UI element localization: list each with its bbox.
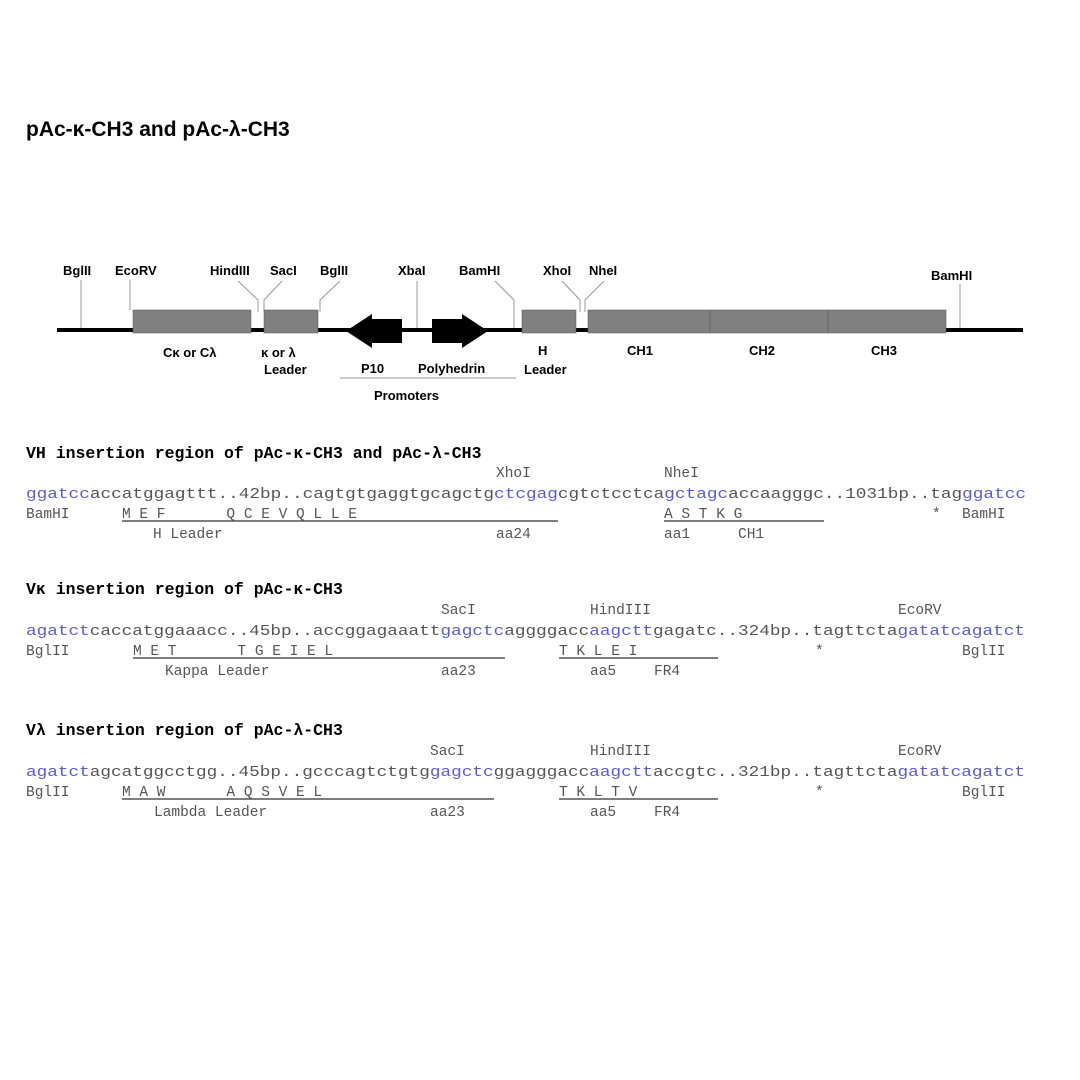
vl-aa-fr4: T K L T V — [559, 785, 638, 801]
plasmid-map — [57, 263, 1023, 403]
vk-label-aa5: aa5 — [590, 664, 617, 680]
ch2-block — [710, 310, 828, 333]
vh-label-h-leader: H Leader — [153, 527, 223, 543]
vh-seq-bamhi-right: ggatcc — [962, 487, 1015, 503]
vh-site-nhei: NheI — [664, 466, 699, 482]
vl-left-site: BglII — [26, 785, 70, 801]
vh-heading: VH insertion region of pAc-κ-CH3 and pAc-λ-CH3 — [26, 444, 482, 463]
vk-label-kappa-leader: Kappa Leader — [165, 664, 270, 680]
ch2-label: CH2 — [749, 343, 776, 358]
polyhedrin-arrow — [432, 314, 488, 348]
vk-seq-hindiii: aagctt — [589, 624, 642, 640]
constant-block — [133, 310, 251, 333]
vh-sequence — [26, 487, 1026, 503]
vk-seq-segment-1: caccatggaaacc..45bp..accggagaaatt — [89, 624, 377, 640]
vl-label-lambda-leader: Lambda Leader — [154, 805, 268, 821]
constant-label: Cκ or Cλ — [163, 345, 217, 360]
vl-site-ecorv: EcoRV — [898, 744, 942, 760]
vk-site-ecorv: EcoRV — [898, 603, 942, 619]
vh-seq-segment-3: accaagggc..1031bp..tag — [728, 487, 920, 503]
vh-label-aa1: aa1 — [664, 527, 691, 543]
vl-seq-segment-1: agcatggcctgg..45bp..gcccagtctgtg — [89, 765, 369, 781]
vk-site-saci: SacI — [441, 603, 476, 619]
vl-label-aa5: aa5 — [590, 805, 617, 821]
vh-aa-leader: M E F Q C E V Q L L E — [122, 507, 357, 523]
vh-seq-segment-1: accatggagttt..42bp..cagtgtgaggtgcagctg — [89, 487, 421, 503]
vk-heading: Vκ insertion region of pAc-κ-CH3 — [26, 580, 343, 599]
vk-seq-bglii-right: agatct — [961, 624, 1014, 640]
vh-site-xhoi: XhoI — [496, 466, 531, 482]
vh-right-site: BamHI — [962, 507, 1006, 523]
vh-seq-bamhi-left: ggatcc — [26, 487, 79, 503]
vk-aa-leader: M E T T G E I E L — [133, 644, 334, 660]
site-label-bamhi-2: BamHI — [931, 268, 973, 283]
vl-seq-hindiii: aagctt — [589, 765, 642, 781]
vk-seq-bglii-left: agatct — [26, 624, 79, 640]
vk-aa-fr4: T K L E I — [559, 644, 638, 660]
vl-heading: Vλ insertion region of pAc-λ-CH3 — [26, 721, 343, 740]
promoters-label: Promoters — [374, 388, 440, 403]
vh-label-ch1: CH1 — [738, 527, 765, 543]
vk-seq-ecorv: gatatc — [897, 624, 950, 640]
vl-seq-bglii-left: agatct — [26, 765, 79, 781]
vk-seq-segment-3: gagatc..324bp..tagttcta — [653, 624, 854, 640]
h-leader-label-bottom: Leader — [524, 362, 567, 377]
site-label-saci: SacI — [270, 263, 297, 278]
vl-seq-ecorv: gatatc — [897, 765, 950, 781]
vl-seq-saci: gagctc — [429, 765, 483, 781]
vl-seq-segment-3: accgtc..321bp..tagttcta — [653, 765, 854, 781]
p10-arrow — [346, 314, 402, 348]
ch3-block — [828, 310, 946, 333]
vh-section — [26, 444, 1026, 543]
ch3-label: CH3 — [871, 343, 898, 358]
site-label-ecorv: EcoRV — [115, 263, 157, 278]
site-label-xhoi: XhoI — [543, 263, 572, 278]
vl-label-fr4: FR4 — [654, 805, 681, 821]
site-label-bglii-1: BglII — [63, 263, 92, 278]
vh-label-aa24: aa24 — [496, 527, 531, 543]
site-label-bglii-2: BglII — [320, 263, 349, 278]
vk-left-site: BglII — [26, 644, 70, 660]
vh-stop: * — [932, 507, 941, 523]
figure-title: pAc-κ-CH3 and pAc-λ-CH3 — [26, 118, 290, 141]
vk-label-fr4: FR4 — [654, 664, 681, 680]
site-label-hindiii: HindIII — [210, 263, 250, 278]
h-leader-label-top: H — [538, 343, 548, 358]
vl-seq-segment-2: ggagggacc — [493, 765, 572, 781]
ch1-block — [588, 310, 710, 333]
vl-site-hindiii: HindIII — [590, 744, 651, 760]
light-leader-label-top: κ or λ — [261, 345, 296, 360]
vl-aa-leader: M A W A Q S V E L — [122, 785, 323, 801]
vk-section — [26, 580, 1025, 680]
vk-right-site: BglII — [962, 644, 1006, 660]
p10-label: P10 — [361, 361, 385, 376]
vl-stop: * — [815, 785, 824, 801]
vk-stop: * — [815, 644, 824, 660]
vk-label-aa23: aa23 — [441, 664, 476, 680]
vh-seq-segment-2: cgtctcctca — [557, 487, 645, 503]
light-leader-label-bottom: Leader — [264, 362, 307, 377]
vl-seq-bglii-right: agatct — [961, 765, 1014, 781]
light-leader-block — [264, 310, 318, 333]
vl-right-site: BglII — [962, 785, 1006, 801]
vl-label-aa23: aa23 — [430, 805, 465, 821]
ch1-label: CH1 — [627, 343, 654, 358]
h-leader-block — [522, 310, 576, 333]
vk-sequence — [26, 624, 1025, 640]
vl-sequence — [26, 765, 1025, 781]
vl-site-saci: SacI — [430, 744, 465, 760]
vh-seq-xhoi: ctcgag — [494, 487, 547, 503]
vk-seq-segment-2: aggggacc — [504, 624, 574, 640]
vh-left-site: BamHI — [26, 507, 70, 523]
vh-seq-nhei: gctagc — [664, 487, 717, 503]
polyhedrin-label: Polyhedrin — [418, 361, 486, 376]
vh-aa-ch1: A S T K G — [664, 507, 743, 523]
vk-site-hindiii: HindIII — [590, 603, 651, 619]
vl-section — [26, 721, 1025, 821]
site-label-bamhi-1: BamHI — [459, 263, 501, 278]
site-label-xbai: XbaI — [398, 263, 426, 278]
site-label-nhei: NheI — [589, 263, 618, 278]
vk-seq-saci: gagctc — [440, 624, 493, 640]
